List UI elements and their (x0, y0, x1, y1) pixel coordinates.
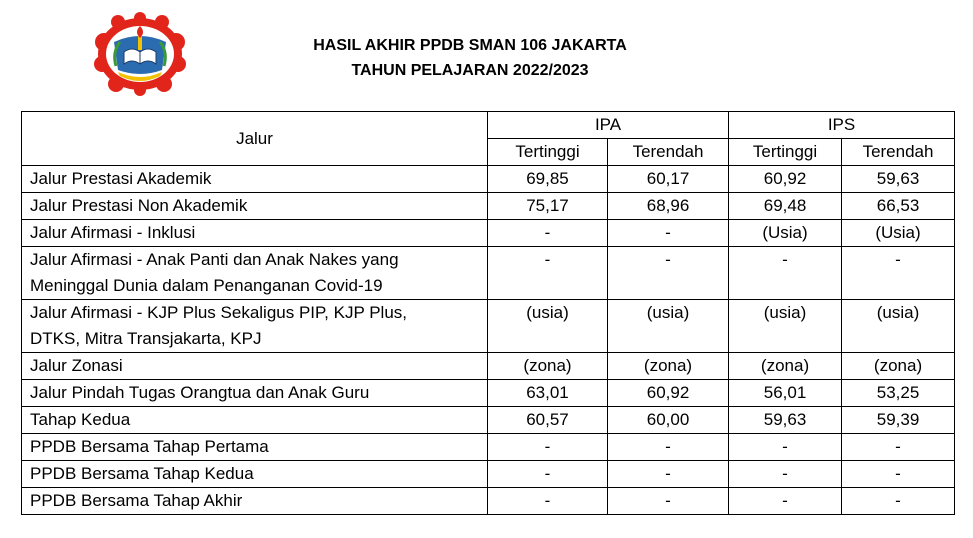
page-title (250, 33, 690, 83)
group-header-ips: IPS (729, 112, 955, 139)
cell-value: (usia) (488, 300, 608, 353)
title-line-1: HASIL AKHIR PPDB SMAN 106 JAKARTA (313, 37, 627, 54)
table-row (22, 247, 955, 300)
results-table (21, 111, 955, 515)
cell-value: - (842, 488, 955, 515)
cell-value: 60,00 (608, 407, 729, 434)
cell-value: 60,92 (608, 380, 729, 407)
row-label-line-2: DTKS, Mitra Transjakarta, KPJ (30, 329, 262, 348)
cell-value: (zona) (729, 353, 842, 380)
cell-value: - (608, 434, 729, 461)
table-row (22, 461, 955, 488)
row-label: Jalur Afirmasi - Inklusi (22, 220, 488, 247)
subheader-ips-terendah: Terendah (842, 139, 955, 166)
title-line-2: TAHUN PELAJARAN 2022/2023 (351, 62, 589, 79)
cell-value: 59,63 (842, 166, 955, 193)
cell-value: (zona) (842, 353, 955, 380)
cell-value: - (488, 220, 608, 247)
row-label: Jalur Prestasi Akademik (22, 166, 488, 193)
school-emblem-icon (94, 12, 186, 96)
row-label: PPDB Bersama Tahap Pertama (22, 434, 488, 461)
header-row-groups (22, 112, 955, 139)
cell-value: 59,63 (729, 407, 842, 434)
subheader-ips-tertinggi: Tertinggi (729, 139, 842, 166)
table-row (22, 434, 955, 461)
cell-value: - (842, 247, 955, 300)
table-row (22, 166, 955, 193)
cell-value: - (729, 434, 842, 461)
table-row (22, 193, 955, 220)
cell-value: 69,85 (488, 166, 608, 193)
row-label (22, 247, 488, 300)
cell-value: (usia) (608, 300, 729, 353)
cell-value: (zona) (488, 353, 608, 380)
cell-value: 60,17 (608, 166, 729, 193)
group-header-ipa: IPA (488, 112, 729, 139)
cell-value: - (842, 461, 955, 488)
cell-value: - (608, 488, 729, 515)
cell-value: 56,01 (729, 380, 842, 407)
cell-value: 66,53 (842, 193, 955, 220)
cell-value: - (729, 488, 842, 515)
table-row (22, 407, 955, 434)
table-row (22, 488, 955, 515)
cell-value: - (608, 461, 729, 488)
row-label: PPDB Bersama Tahap Kedua (22, 461, 488, 488)
cell-value: 69,48 (729, 193, 842, 220)
cell-value: (zona) (608, 353, 729, 380)
table-row (22, 353, 955, 380)
cell-value: - (608, 247, 729, 300)
table-row (22, 380, 955, 407)
row-label-line-1: Jalur Afirmasi - KJP Plus Sekaligus PIP, KJP Plus, (30, 303, 407, 322)
cell-value: 53,25 (842, 380, 955, 407)
row-label: PPDB Bersama Tahap Akhir (22, 488, 488, 515)
cell-value: (usia) (729, 300, 842, 353)
cell-value: 60,92 (729, 166, 842, 193)
row-label: Jalur Pindah Tugas Orangtua dan Anak Guru (22, 380, 488, 407)
cell-value: - (729, 247, 842, 300)
table-row (22, 220, 955, 247)
cell-value: 63,01 (488, 380, 608, 407)
cell-value: - (488, 247, 608, 300)
row-label (22, 300, 488, 353)
row-label-line-1: Jalur Afirmasi - Anak Panti dan Anak Nakes yang (30, 250, 399, 269)
cell-value: 68,96 (608, 193, 729, 220)
cell-value: - (729, 461, 842, 488)
cell-value: (usia) (842, 300, 955, 353)
cell-value: - (608, 220, 729, 247)
cell-value: - (488, 434, 608, 461)
column-header-jalur: Jalur (22, 112, 488, 166)
cell-value: 59,39 (842, 407, 955, 434)
subheader-ipa-tertinggi: Tertinggi (488, 139, 608, 166)
cell-value: - (488, 461, 608, 488)
cell-value: (Usia) (729, 220, 842, 247)
row-label-line-2: Meninggal Dunia dalam Penanganan Covid-19 (30, 276, 383, 295)
school-logo (94, 12, 186, 96)
cell-value: 75,17 (488, 193, 608, 220)
row-label: Jalur Prestasi Non Akademik (22, 193, 488, 220)
cell-value: 60,57 (488, 407, 608, 434)
cell-value: - (842, 434, 955, 461)
row-label: Tahap Kedua (22, 407, 488, 434)
cell-value: - (488, 488, 608, 515)
cell-value: (Usia) (842, 220, 955, 247)
table-row (22, 300, 955, 353)
subheader-ipa-terendah: Terendah (608, 139, 729, 166)
row-label: Jalur Zonasi (22, 353, 488, 380)
